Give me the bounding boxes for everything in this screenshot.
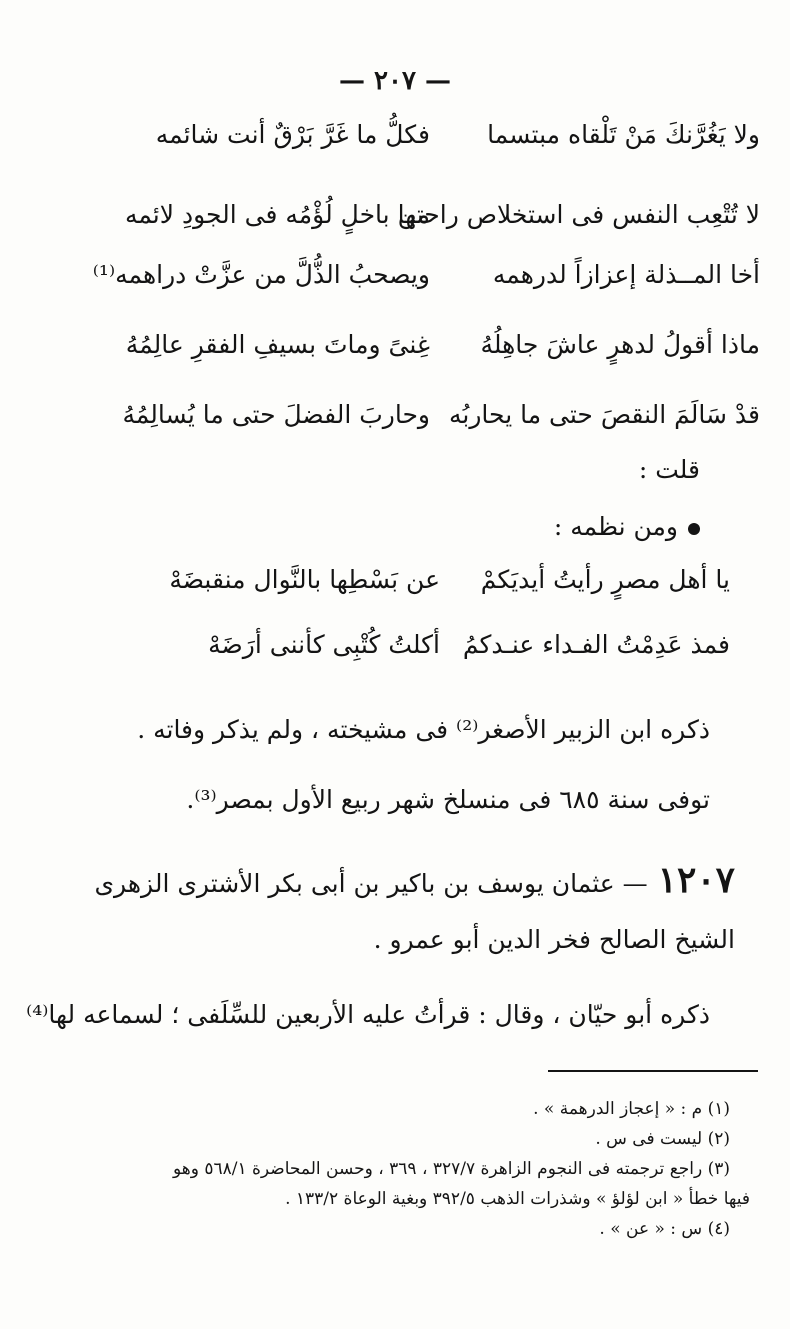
- entry-number: ١٢٠٧: [657, 859, 735, 901]
- paragraph: ذكره أبو حيّان ، وقال : قرأتُ عليه الأربعين للسِّلَفى ؛ لسماعه لها⁽⁴⁾: [26, 1000, 710, 1029]
- poem-verse: [140, 555, 730, 605]
- poem-verse: [140, 620, 730, 670]
- verse-first-hemistich: يا أهل مصرٍ رأيتُ أيديَكمْ: [480, 565, 730, 594]
- verse-first-hemistich: ماذا أقولُ لدهرٍ عاشَ جاهِلُهُ: [480, 330, 760, 359]
- verse-first-hemistich: ولا يَغُرَّنكَ مَنْ تَلْقاه مبتسما: [487, 120, 760, 149]
- verse-second-hemistich: غِنىً وماتَ بسيفِ الفقرِ عالِمُهُ: [125, 330, 430, 359]
- bullet-icon: [688, 523, 700, 535]
- verse-first-hemistich: فمذ عَدِمْتُ الفـداء عنـدكمُ: [462, 630, 730, 659]
- min-nazmihi-line: [554, 502, 700, 552]
- verse-second-hemistich: من باخلٍ لُؤْمُه فى الجودِ لائمه: [124, 200, 430, 229]
- footnote: (٤) س : « عن » .: [599, 1219, 730, 1239]
- verse-second-hemistich: وحاربَ الفضلَ حتى ما يُسالِمُهُ: [122, 400, 430, 429]
- paragraph: ذكره ابن الزبير الأصغر⁽²⁾ فى مشيخته ، ولم يذكر وفاته .: [137, 715, 710, 744]
- paragraph: توفى سنة ٦٨٥ فى منسلخ شهر ربيع الأول بمصر⁽³⁾.: [186, 785, 710, 814]
- verse-second-hemistich: أكلتُ كُتْبِى كأننى أرَضَهْ: [208, 630, 440, 659]
- poem-verse: [100, 320, 760, 370]
- footnote: فيها خطأ « ابن لؤلؤ » وشذرات الذهب ٣٩٢/٥ وبغية الوعاة ١٣٣/٢ .: [285, 1189, 750, 1209]
- footnote: (٢) ليست فى س .: [595, 1129, 730, 1149]
- verse-first-hemistich: قدْ سَالَمَ النقصَ حتى ما يحاربُه: [449, 400, 760, 429]
- poem-verse: [100, 390, 760, 440]
- entry-title-line: الشيخ الصالح فخر الدين أبو عمرو .: [373, 925, 735, 954]
- poem-verse: [100, 190, 760, 240]
- poem-verse: [100, 110, 760, 160]
- poem-verse: [92, 250, 760, 300]
- verse-second-hemistich: عن بَسْطِها بالنَّوال منقبضَهْ: [169, 565, 440, 594]
- entry-heading: [94, 855, 735, 909]
- footnote: (١) م : « إعجاز الدرهمة » .: [533, 1099, 730, 1119]
- footnote-divider: [548, 1070, 758, 1072]
- verse-first-hemistich: أخا المــذلة إعزازاً لدرهمه: [492, 260, 760, 289]
- entry-name: — عثمان يوسف بن باكير بن أبى بكر الأشترى الزهرى: [94, 869, 648, 898]
- verse-first-hemistich: لا تُتْعِب النفس فى استخلاص راحتها: [397, 200, 760, 229]
- footnote: (٣) راجع ترجمته فى النجوم الزاهرة ٣٢٧/٧ ، ٣٦٩ ، وحسن المحاضرة ٥٦٨/١ وهو: [172, 1159, 730, 1179]
- min-nazmihi-label: ومن نظمه :: [553, 512, 678, 541]
- verse-second-hemistich: فكلُّ ما غَرَّ بَرْقٌ أنت شائمه: [155, 120, 430, 149]
- qult-label: قلت :: [638, 455, 700, 484]
- verse-second-hemistich: ويصحبُ الذُّلَّ من عزَّتْ دراهمه⁽¹⁾: [92, 260, 430, 289]
- page-number: — ٢٠٧ —: [338, 66, 452, 96]
